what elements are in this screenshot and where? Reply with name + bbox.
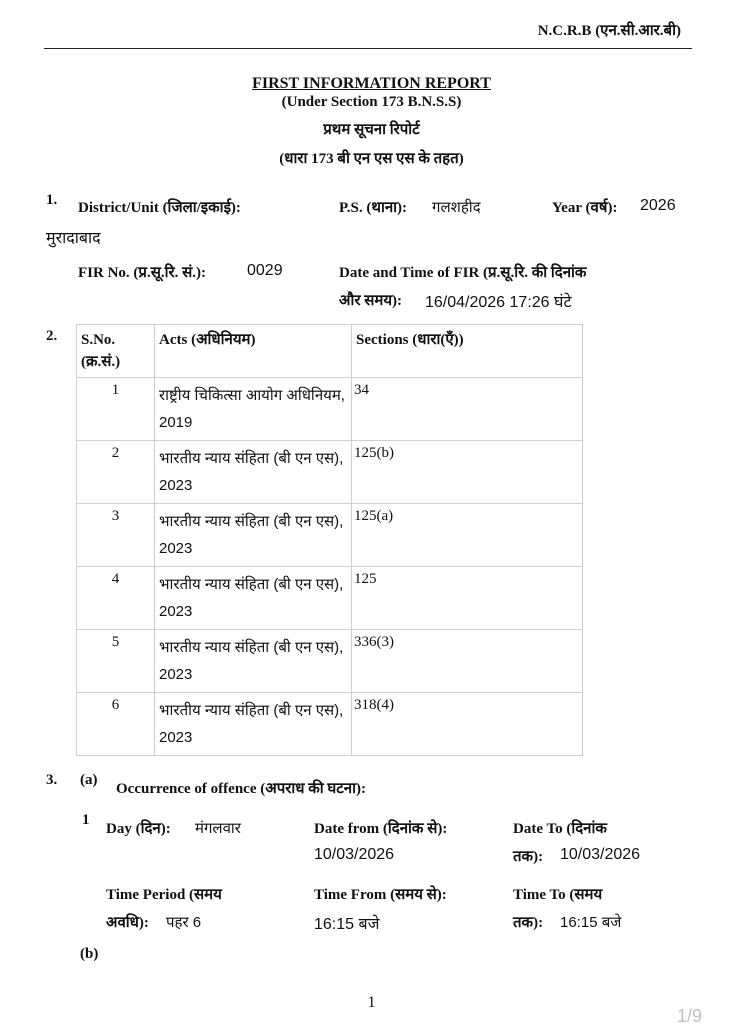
act-text: भारतीय न्याय संहिता (बी एन एस), 2023 xyxy=(159,702,344,746)
section-cell xyxy=(352,504,583,567)
act-cell xyxy=(155,504,352,567)
date-to-value: 10/03/2026 xyxy=(560,846,641,863)
acts-table-row xyxy=(77,567,583,630)
fir-datetime-label-2: और समय): xyxy=(339,293,403,309)
section-cell xyxy=(352,441,583,504)
acts-table-header-row xyxy=(77,325,583,378)
sno-header-line1: S.No. xyxy=(81,332,116,348)
sno-cell xyxy=(77,504,155,567)
title-hi: प्रथम सूचना रिपोर्ट xyxy=(323,122,420,138)
section-text: 34 xyxy=(354,382,369,398)
section-cell xyxy=(352,567,583,630)
sno-cell xyxy=(77,693,155,756)
act-text: राष्ट्रीय चिकित्सा आयोग अधिनियम, 2019 xyxy=(159,387,345,431)
title-en: FIRST INFORMATION REPORT xyxy=(252,75,491,92)
time-period-label-2: अवधि): xyxy=(106,915,149,931)
ncrb-header: N.C.R.B (एन.सी.आर.बी) xyxy=(537,23,681,39)
sno-text: 2 xyxy=(111,445,120,461)
time-to-label-1: Time To (समय xyxy=(513,887,603,903)
date-to-label-1: Date To (दिनांक xyxy=(513,821,607,837)
district-label: District/Unit (जिला/इकाई): xyxy=(78,200,241,216)
time-period-label-1: Time Period (समय xyxy=(106,887,222,903)
acts-header-text: Acts (अधिनियम) xyxy=(159,332,256,348)
acts-table-row xyxy=(77,378,583,441)
title-en-sub: (Under Section 173 B.N.S.S) xyxy=(281,94,462,110)
sno-text: 3 xyxy=(111,508,120,524)
sno-text: 5 xyxy=(111,634,120,650)
acts-table-row xyxy=(77,630,583,693)
section3-number: 3. xyxy=(46,772,58,788)
year-label: Year (वर्ष): xyxy=(552,200,618,216)
time-to-value: 16:15 बजे xyxy=(560,914,622,931)
page-indicator: 1/9 xyxy=(677,1006,703,1026)
acts-table-row xyxy=(77,504,583,567)
sno-cell xyxy=(77,630,155,693)
district-value: मुरादाबाद xyxy=(46,230,101,247)
time-from-label: Time From (समय से): xyxy=(314,887,447,903)
sno-text: 4 xyxy=(111,571,120,587)
time-to-label-2: तक): xyxy=(513,915,544,931)
section-text: 336(3) xyxy=(354,634,394,650)
page-number: 1 xyxy=(367,994,376,1011)
act-cell xyxy=(155,693,352,756)
fir-datetime-label-1: Date and Time of FIR (प्र.सू.रि. की दिनांक xyxy=(339,265,587,281)
date-to-label-2: तक): xyxy=(513,849,544,865)
act-cell xyxy=(155,630,352,693)
title-hi-sub: (धारा 173 बी एन एस एस के तहत) xyxy=(279,151,464,167)
acts-table-row xyxy=(77,441,583,504)
sno-cell xyxy=(77,441,155,504)
act-text: भारतीय न्याय संहिता (बी एन एस), 2023 xyxy=(159,576,344,620)
year-value: 2026 xyxy=(640,197,676,214)
fir-datetime-value: 16/04/2026 17:26 घंटे xyxy=(425,294,572,311)
section3-b-label: (b) xyxy=(80,946,99,962)
act-cell xyxy=(155,441,352,504)
fir-value: 0029 xyxy=(247,262,283,279)
section1-number: 1. xyxy=(46,192,58,208)
section-cell xyxy=(352,693,583,756)
act-text: भारतीय न्याय संहिता (बी एन एस), 2023 xyxy=(159,450,344,494)
day-label: Day (दिन): xyxy=(106,821,171,837)
day-value: मंगलवार xyxy=(195,820,241,837)
acts-table xyxy=(76,324,583,756)
ps-value: गलशहीद xyxy=(432,199,481,216)
act-text: भारतीय न्याय संहिता (बी एन एस), 2023 xyxy=(159,513,344,557)
section-cell xyxy=(352,378,583,441)
section-text: 125(a) xyxy=(354,508,394,524)
sno-cell xyxy=(77,378,155,441)
header-divider xyxy=(44,48,692,49)
section-cell xyxy=(352,630,583,693)
sno-text: 1 xyxy=(111,382,120,398)
section2-number: 2. xyxy=(46,328,58,344)
ps-label: P.S. (थाना): xyxy=(339,200,408,216)
sections-header-text: Sections (धारा(एँ)) xyxy=(356,332,464,348)
section-text: 125(b) xyxy=(354,445,394,461)
section3-a-label: (a) xyxy=(80,772,98,788)
date-from-value: 10/03/2026 xyxy=(314,846,395,863)
sno-text: 6 xyxy=(111,697,120,713)
act-text: भारतीय न्याय संहिता (बी एन एस), 2023 xyxy=(159,639,344,683)
acts-table-row xyxy=(77,693,583,756)
act-cell xyxy=(155,567,352,630)
section-text: 318(4) xyxy=(354,697,394,713)
sections-header xyxy=(352,325,583,378)
fir-label: FIR No. (प्र.सू.रि. सं.): xyxy=(78,265,206,281)
sno-header-line2: (क्र.सं.) xyxy=(81,354,121,370)
occurrence-label: Occurrence of offence (अपराध की घटना): xyxy=(116,781,366,797)
section-text: 125 xyxy=(354,571,377,587)
occurrence-item-number: 1 xyxy=(82,812,90,828)
date-from-label: Date from (दिनांक से): xyxy=(314,821,448,837)
act-cell xyxy=(155,378,352,441)
sno-header xyxy=(77,325,155,378)
acts-header xyxy=(155,325,352,378)
time-from-value: 16:15 बजे xyxy=(314,916,380,933)
time-period-value: पहर 6 xyxy=(166,914,202,931)
sno-cell xyxy=(77,567,155,630)
